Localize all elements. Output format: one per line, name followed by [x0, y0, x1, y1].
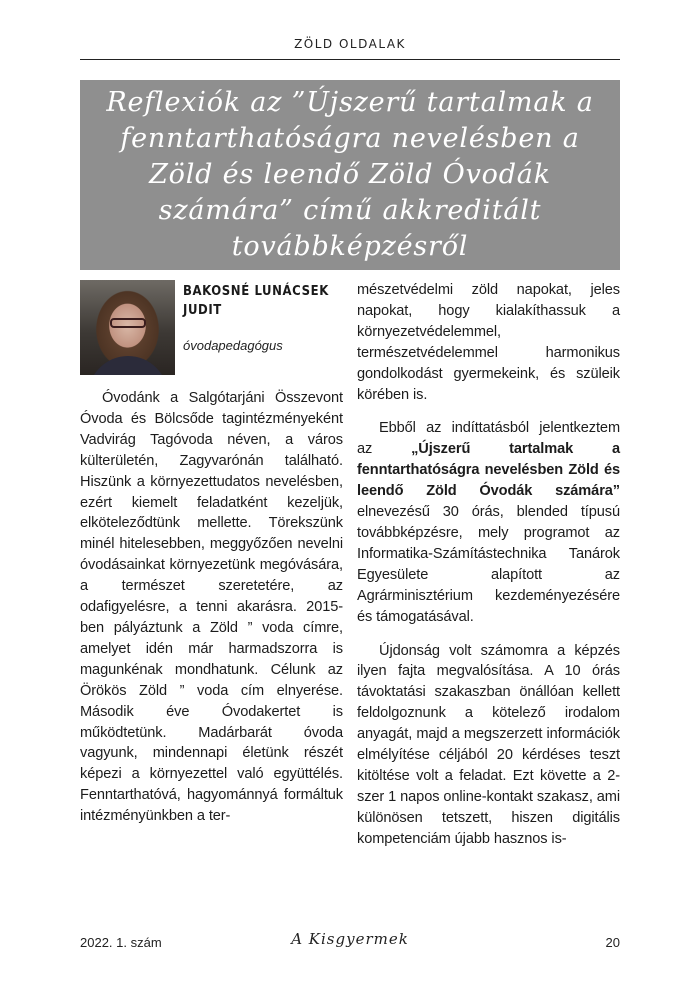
body-paragraph-continuation: mészetvédelmi zöld napokat, jeles napokat, hogy kialakíthassuk a környezetvédelemmel, természetvédelemmel harmonikus gondolkodást gyermekeink, és szüleik körében is. — [357, 282, 620, 403]
header-rule — [80, 59, 620, 60]
article-title-box — [80, 80, 620, 270]
body-paragraph-2 — [357, 418, 620, 627]
body-paragraph-1: Óvodánk a Salgótarjáni Összevont Óvoda és Bölcsőde tagintézményeként Vadvirág Tagóvoda néven, a város külterületén, Zagyvarónán található. Hiszünk a környezettudatos nevelésben, ezért kiemelt feladatként kezeljük, elköteleződtünk mellette. Törekszünk minél hitelesebben, meggyőzően nevelni óvodásainkat környezetünk megóvására, a természet szeretetére, az odafigyelésre, a tenni akarásra. 2015-ben pályáztunk a Zöld ” voda címre, amelyet idén már harmadszorra is magunkénak mondhatunk. Célunk az Örökös Zöld ” voda cím elnyerése. Második éve Óvodakertet is működtetünk. Madárbarát óvoda vagyunk, mindennapi életünk részét képezi a környezettel való együttélés. Fenntarthatóvá, hagyománnyá formáltuk intézményünkben a ter- — [80, 390, 343, 825]
footer-issue: 2022. 1. szám — [80, 935, 162, 950]
article-title: Reflexiók az ”Újszerű tartalmak a fenntarthatóságra nevelésben a Zöld és leendő Zöld Óvodák számára” című akkreditált továbbképzésről — [106, 87, 594, 262]
author-meta — [175, 280, 343, 380]
author-role: óvodapedagógus — [183, 338, 283, 353]
running-title: ZÖLD OLDALAK — [294, 37, 406, 51]
left-column — [80, 280, 343, 827]
course-title-bold: „Újszerű tartalmak a fenntarthatóságra nevelésben Zöld és leendő Zöld Óvodák számára” — [357, 441, 621, 500]
p2-trailing-text: elnevezésű 30 órás, blended típusú továbbképzésre, mely programot az Informatika-Számítástechnika Tanárok Egyesülete alapított az Agrárminisztérium kezdeményezésére és támogatásával. — [357, 504, 620, 625]
author-name: BAKOSNÉ LUNÁCSEK JUDIT — [183, 284, 329, 318]
author-block — [80, 280, 343, 380]
body-paragraph-3: Újdonság volt számomra a képzés ilyen fajta megvalósítása. A 10 órás távoktatási szakaszban önállóan kellett feldolgoznunk a kötelező irodalom anyagát, majd a megszerzett információk elmélyítése céljából 20 kérdéses teszt kitöltése volt a feladat. Ezt követte a 2-szer 1 napos online-kontakt szakasz, ami különösen tetszett, hiszen digitális kompetenciám újabb hasznos is- — [357, 642, 620, 847]
glasses-shape — [110, 318, 146, 328]
p2-lead-text: Ebből az indíttatásból jelentkeztem az — [357, 420, 620, 458]
shoulders-shape — [88, 356, 168, 375]
footer-page-number: 20 — [605, 935, 620, 950]
footer-magazine-name: A Kisgyermek — [291, 930, 409, 948]
right-column — [357, 280, 620, 850]
author-photo — [80, 280, 175, 375]
